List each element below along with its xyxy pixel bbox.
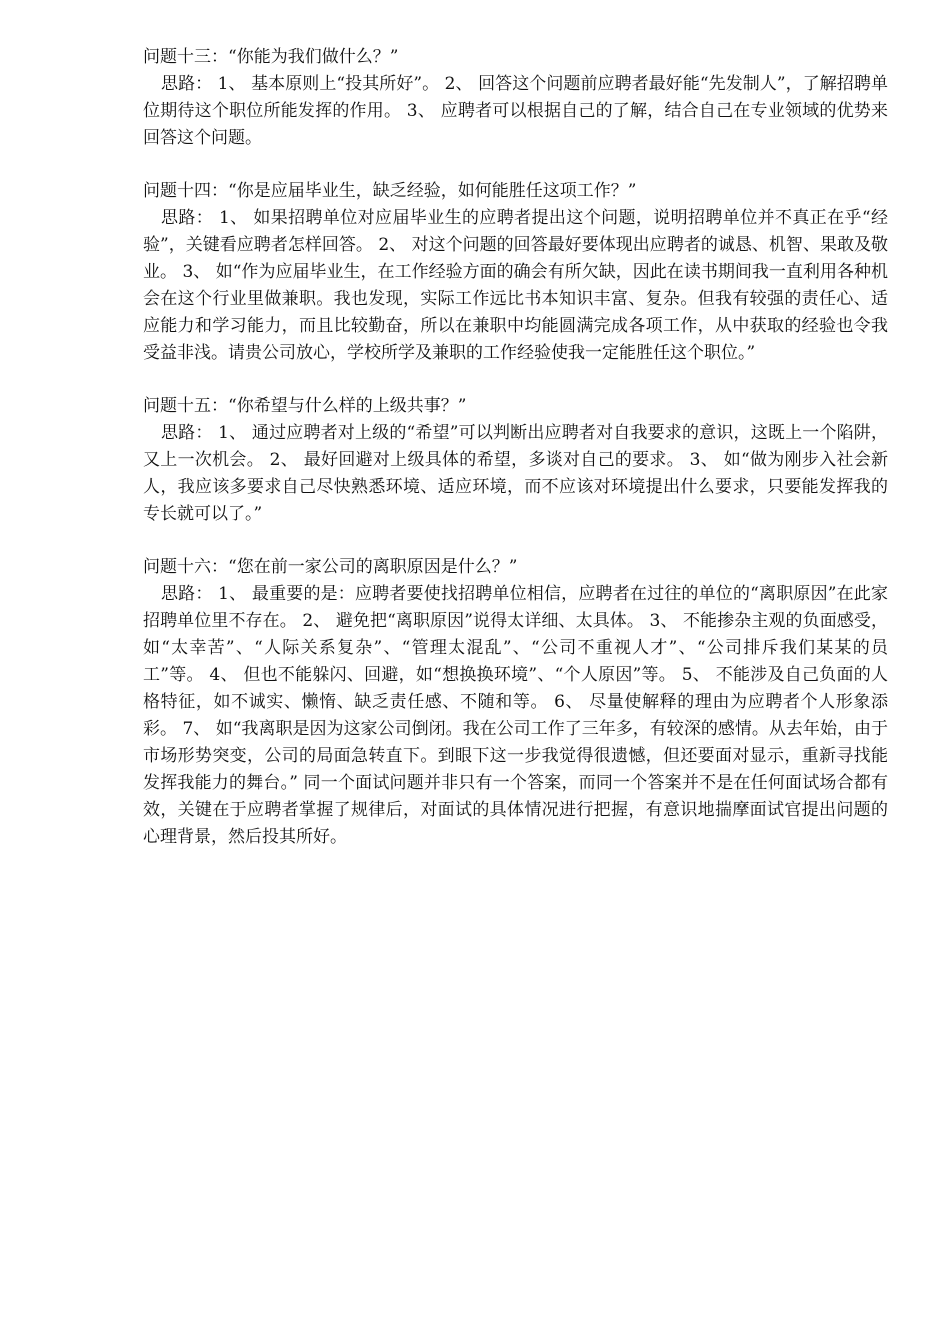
question-title: 问题十三：“你能为我们做什么？” bbox=[143, 47, 399, 67]
question-title: 问题十五：“你希望与什么样的上级共事？” bbox=[143, 396, 467, 416]
question-answer: 思路： 1、 通过应聘者对上级的“希望”可以判断出应聘者对自我要求的意识，这既上一个陷阱，又上一次机会。 2、 最好回避对上级具体的希望，多谈对自己的要求。 3、 如“做为刚步入社会新人，我应该多要求自己尽快熟悉环境、适应环境，而不应该对环境提出什么要求，只要能发挥我的专长就可以了。” bbox=[143, 423, 888, 524]
question-answer: 思路： 1、 最重要的是：应聘者要使找招聘单位相信，应聘者在过往的单位的“离职原因”在此家招聘单位里不存在。 2、 避免把“离职原因”说得太详细、太具体。 3、 不能掺杂主观的负面感受，如“太幸苦”、“人际关系复杂”、“管理太混乱”、“公司不重视人才”、“公司排斥我们某某的员工”等。 4、 但也不能躲闪、回避，如“想换换环境”、“个人原因”等。 5、 不能涉及自己负面的人格特征，如不诚实、懒惰、缺乏责任感、不随和等。 6、 尽量使解释的理由为应聘者个人形象添彩。 7、 如“我离职是因为这家公司倒闭。我在公司工作了三年多，有较深的感情。从去年始，由于市场形势突变，公司的局面急转直下。到眼下这一步我觉得很遗憾，但还要面对显示，重新寻找能发挥我能力的舞台。” 同一个面试问题并非只有一个答案，而同一个答案并不是在任何面试场合都有效，关键在于应聘者掌握了规律后，对面试的具体情况进行把握，有意识地揣摩面试官提出问题的心理背景，然后投其所好。 bbox=[143, 584, 888, 847]
question-section-16 bbox=[143, 554, 888, 851]
document-page bbox=[143, 44, 888, 877]
question-section-15 bbox=[143, 393, 888, 528]
question-title: 问题十六：“您在前一家公司的离职原因是什么？” bbox=[143, 557, 518, 577]
question-section-14 bbox=[143, 178, 888, 367]
question-answer: 思路： 1、 基本原则上“投其所好”。 2、 回答这个问题前应聘者最好能“先发制人”，了解招聘单位期待这个职位所能发挥的作用。 3、 应聘者可以根据自己的了解，结合自己在专业领域的优势来回答这个问题。 bbox=[143, 74, 888, 148]
question-section-13 bbox=[143, 44, 888, 152]
question-title: 问题十四：“你是应届毕业生，缺乏经验，如何能胜任这项工作？” bbox=[143, 181, 637, 201]
question-answer: 思路： 1、 如果招聘单位对应届毕业生的应聘者提出这个问题，说明招聘单位并不真正在乎“经验”，关键看应聘者怎样回答。 2、 对这个问题的回答最好要体现出应聘者的诚恳、机智、果敢及敬业。 3、 如“作为应届毕业生，在工作经验方面的确会有所欠缺，因此在读书期间我一直利用各种机会在这个行业里做兼职。我也发现，实际工作远比书本知识丰富、复杂。但我有较强的责任心、适应能力和学习能力，而且比较勤奋，所以在兼职中均能圆满完成各项工作，从中获取的经验也令我受益非浅。请贵公司放心，学校所学及兼职的工作经验使我一定能胜任这个职位。” bbox=[143, 208, 888, 363]
